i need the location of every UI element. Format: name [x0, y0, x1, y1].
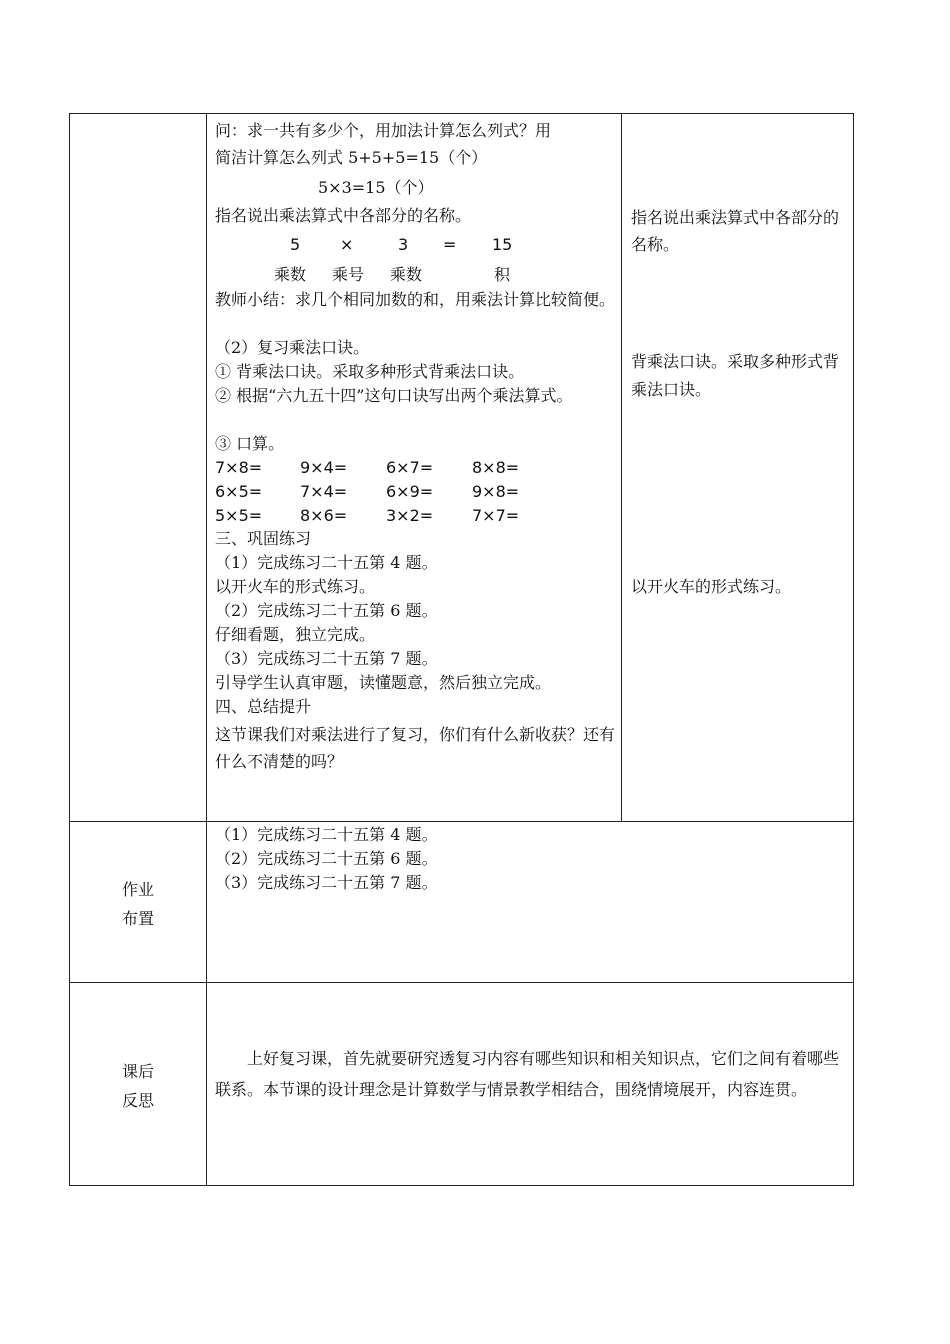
- reflection-text: 上好复习课，首先就要研究透复习内容有哪些知识和相关知识点，它们之间有着哪些联系。本节课的设计理念是计算数学与情景教学相结合，围绕情境展开，内容连贯。: [215, 1049, 840, 1099]
- oral-r1-c1: 7×4=: [300, 482, 348, 501]
- term-name-r: 积: [494, 265, 511, 284]
- process-line-4: 指名说出乘法算式中各部分的名称。: [215, 206, 472, 225]
- review-item-1: ① 背乘法口诀。采取多种形式背乘法口诀。: [215, 362, 525, 381]
- process-line-2: 简洁计算怎么列式 5+5+5=15（个）: [215, 148, 488, 167]
- term-eq: =: [443, 235, 457, 254]
- reflection-label-1: 课后: [121, 1062, 154, 1081]
- oral-r2-c3: 7×7=: [472, 506, 520, 525]
- term-a: 5: [290, 235, 301, 254]
- homework-item-2: （2）完成练习二十五第 6 题。: [215, 849, 438, 868]
- practice-1-note: 以开火车的形式练习。: [215, 577, 376, 596]
- oral-r1-c3: 9×8=: [472, 482, 520, 501]
- student-activity-2: 背乘法口诀。采取多种形式背乘法口诀。: [631, 352, 840, 399]
- term-r: 15: [492, 235, 513, 254]
- summary-text: 这节课我们对乘法进行了复习，你们有什么新收获？还有什么不清楚的吗？: [215, 725, 616, 771]
- oral-r1-c2: 6×9=: [386, 482, 434, 501]
- review-item-3: ③ 口算。: [215, 434, 285, 453]
- term-name-a: 乘数: [274, 265, 307, 284]
- term-name-b: 乘数: [390, 265, 423, 284]
- homework-item-1: （1）完成练习二十五第 4 题。: [215, 825, 438, 844]
- review-item-2: ② 根据“六九五十四”这句口诀写出两个乘法算式。: [215, 386, 573, 405]
- lesson-plan-table: [69, 113, 854, 1186]
- practice-1: （1）完成练习二十五第 4 题。: [215, 553, 438, 572]
- practice-2: （2）完成练习二十五第 6 题。: [215, 601, 438, 620]
- practice-title: 三、巩固练习: [215, 529, 312, 548]
- student-activity-1: 指名说出乘法算式中各部分的名称。: [631, 208, 840, 254]
- term-b: 3: [398, 235, 409, 254]
- term-op: ×: [340, 235, 354, 254]
- homework-label-1: 作业: [121, 880, 154, 899]
- homework-item-3: （3）完成练习二十五第 7 题。: [215, 873, 438, 892]
- review-title: （2）复习乘法口诀。: [215, 338, 370, 357]
- practice-2-note: 仔细看题，独立完成。: [215, 625, 376, 644]
- column-divider-student: [621, 114, 622, 821]
- student-activity-3: 以开火车的形式练习。: [631, 577, 792, 596]
- oral-r2-c0: 5×5=: [215, 506, 263, 525]
- practice-3: （3）完成练习二十五第 7 题。: [215, 649, 438, 668]
- homework-label-2: 布置: [121, 909, 154, 928]
- summary-title: 四、总结提升: [215, 697, 312, 716]
- process-line-3: 5×3=15（个）: [318, 178, 434, 197]
- row-divider-reflection: [70, 982, 854, 983]
- oral-r2-c2: 3×2=: [386, 506, 434, 525]
- oral-r0-c1: 9×4=: [300, 458, 348, 477]
- reflection-label-2: 反思: [121, 1091, 154, 1110]
- oral-r0-c3: 8×8=: [472, 458, 520, 477]
- practice-3-note: 引导学生认真审题，读懂题意，然后独立完成。: [215, 673, 552, 692]
- oral-r0-c0: 7×8=: [215, 458, 263, 477]
- row-divider-homework: [70, 821, 854, 822]
- oral-r0-c2: 6×7=: [386, 458, 434, 477]
- term-name-op: 乘号: [332, 265, 365, 284]
- column-divider-label: [206, 114, 207, 1186]
- oral-r1-c0: 6×5=: [215, 482, 263, 501]
- process-line-1: 问：求一共有多少个，用加法计算怎么列式？用: [215, 121, 552, 140]
- teacher-summary: 教师小结：求几个相同加数的和，用乘法计算比较简便。: [215, 290, 616, 309]
- oral-r2-c1: 8×6=: [300, 506, 348, 525]
